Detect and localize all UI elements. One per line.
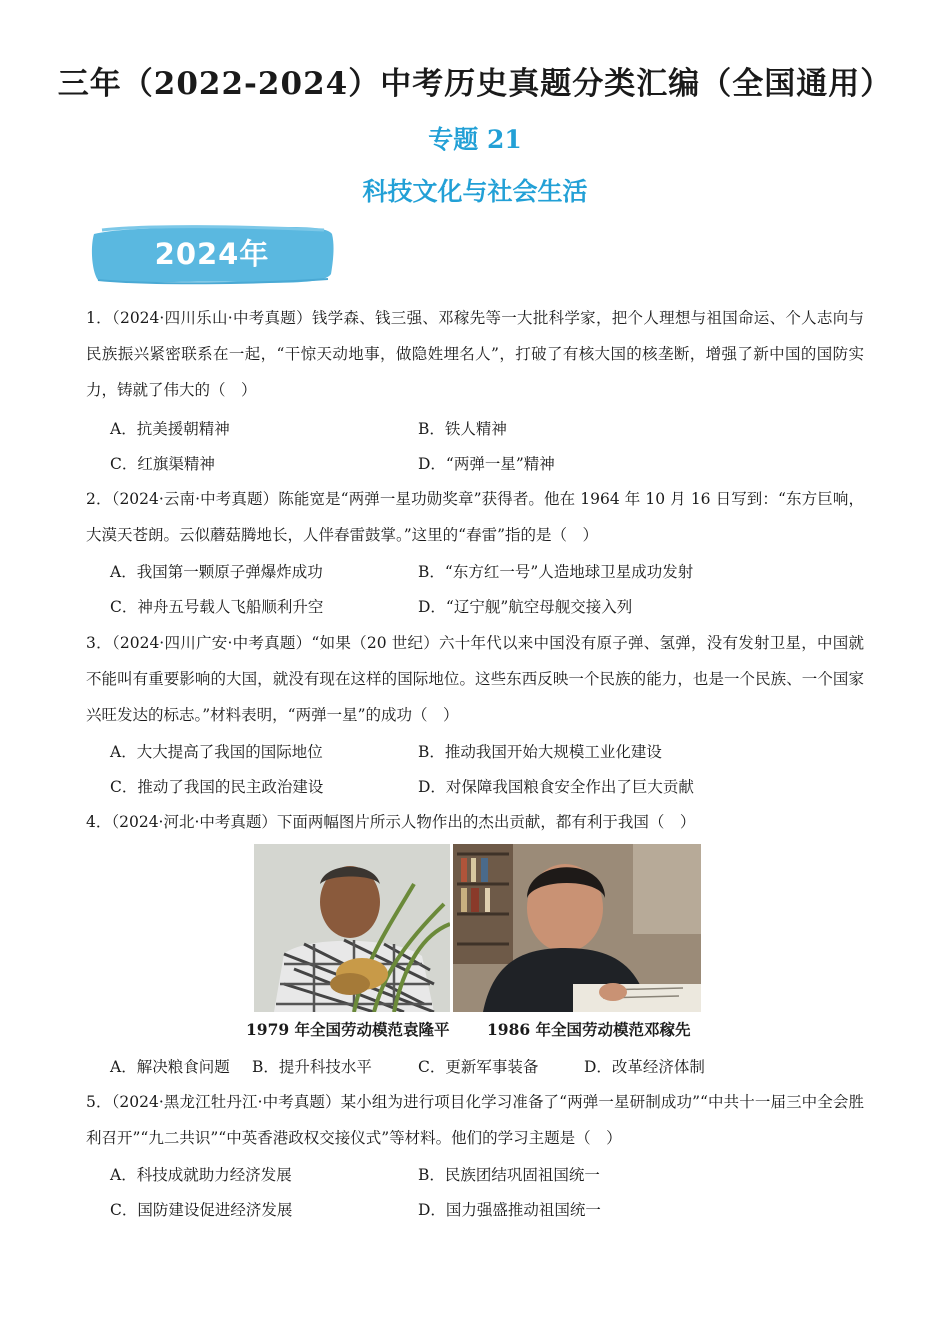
question-3-option-a: A．大大提高了我国的国际地位 xyxy=(110,743,323,761)
question-1-option-a: A．抗美援朝精神 xyxy=(110,420,230,438)
question-2-option-d: D．“辽宁舰”航空母舰交接入列 xyxy=(418,598,633,616)
question-1-stem: 1．（2024·四川乐山·中考真题）钱学森、钱三强、邓稼先等一大批科学家，把个人理想与祖国命运、个人志向与民族振兴紧密联系在一起，“干惊天动地事，做隐姓埋名人”，打破了有核大国的核垄断，增强了新中国的国防实力，铸就了伟大的（ ） xyxy=(86,309,864,399)
photo-yuan-longping xyxy=(254,844,450,1012)
question-3-option-c: C．推动了我国的民主政治建设 xyxy=(110,778,324,796)
question-4-stem: 4．（2024·河北·中考真题）下面两幅图片所示人物作出的杰出贡献，都有利于我国（ ） xyxy=(86,813,696,831)
question-5-option-d: D．国力强盛推动祖国统一 xyxy=(418,1201,601,1219)
photo-caption-deng: 1986 年全国劳动模范邓稼先 xyxy=(487,1020,691,1039)
question-5-option-a: A．科技成就助力经济发展 xyxy=(110,1166,292,1184)
question-4-options xyxy=(110,1056,705,1078)
question-3-option-d: D．对保障我国粮食安全作出了巨大贡献 xyxy=(418,778,694,796)
topic-number: 专题 21 xyxy=(428,125,522,154)
question-1-option-d: D．“两弹一星”精神 xyxy=(418,455,555,473)
question-2-option-c: C．神舟五号载人飞船顺利升空 xyxy=(110,598,324,616)
question-3-stem: 3．（2024·四川广安·中考真题）“如果（20 世纪）六十年代以来中国没有原子弹、氢弹，没有发射卫星，中国就不能叫有重要影响的大国，就没有现在这样的国际地位。这些东西反映一个民族的能力，也是一个民族、一个国家兴旺发达的标志。”材料表明，“两弹一星”的成功（ ） xyxy=(86,634,864,724)
portrait-illustration xyxy=(453,844,701,1012)
question-2-option-a: A．我国第一颗原子弹爆炸成功 xyxy=(110,563,323,581)
question-1-option-c: C．红旗渠精神 xyxy=(110,455,215,473)
question-5-stem: 5．（2024·黑龙江牡丹江·中考真题）某小组为进行项目化学习准备了“两弹一星研制成功”“中共十一届三中全会胜利召开”“九二共识”“中英香港政权交接仪式”等材料。他们的学习主题是（ ） xyxy=(86,1093,865,1147)
question-2-stem: 2．（2024·云南·中考真题）陈能宽是“两弹一星功勋奖章”获得者。他在 1964 年 10 月 16 日写到：“东方巨响，大漠天苍朗。云似蘑菇腾地长，人伴春雷鼓掌。”这里的“春雷”指的是（ ） xyxy=(86,490,864,544)
document-title: 三年（2022-2024）中考历史真题分类汇编（全国通用） xyxy=(57,66,893,102)
question-3-option-b: B．推动我国开始大规模工业化建设 xyxy=(418,743,662,761)
year-badge xyxy=(88,222,336,288)
question-4-option-a: A．解决粮食问题 xyxy=(110,1058,230,1076)
photo-caption-yuan: 1979 年全国劳动模范袁隆平 xyxy=(246,1020,450,1039)
topic-name: 科技文化与社会生活 xyxy=(362,177,588,206)
question-5-option-c: C．国防建设促进经济发展 xyxy=(110,1201,293,1219)
question-2-option-b: B．“东方红一号”人造地球卫星成功发射 xyxy=(418,563,694,581)
photo-deng-jiaxian xyxy=(453,844,701,1012)
question-4-option-d: D．改革经济体制 xyxy=(584,1058,705,1076)
portrait-illustration xyxy=(254,844,450,1012)
question-4-option-c: C．更新军事装备 xyxy=(418,1058,539,1076)
question-1-option-b: B．铁人精神 xyxy=(418,420,507,438)
year-badge-label: 2024年 xyxy=(154,237,270,271)
question-5-option-b: B．民族团结巩固祖国统一 xyxy=(418,1166,600,1184)
question-4-option-b: B．提升科技水平 xyxy=(252,1058,372,1076)
